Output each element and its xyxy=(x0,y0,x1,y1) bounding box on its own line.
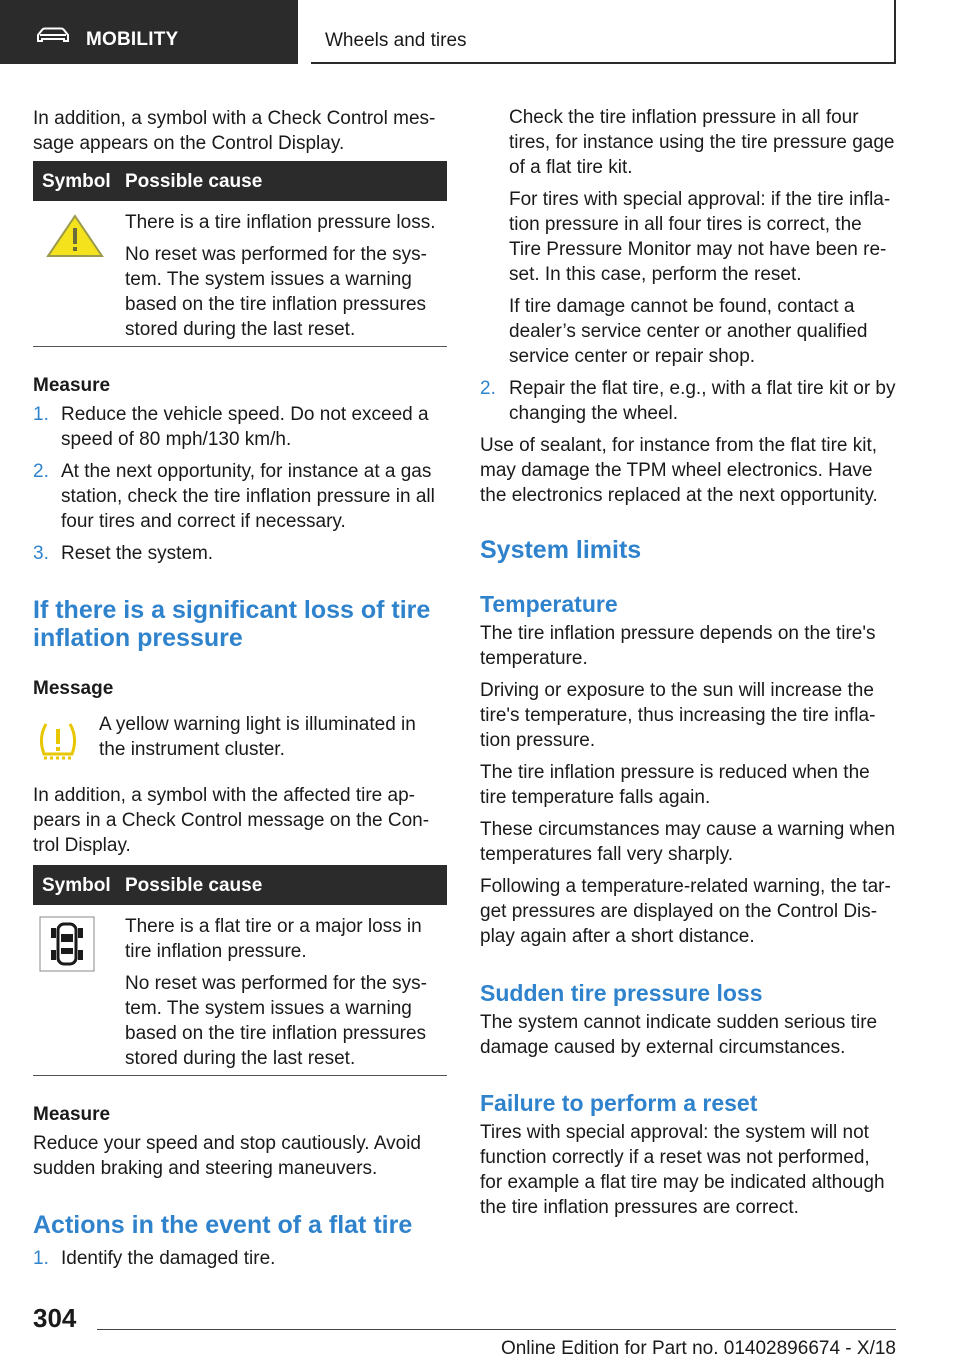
list-item: 2. At the next opportunity, for instance at a gas station, check the tire inflation pressure in all four tires and correct if necessary. xyxy=(33,461,435,532)
step-1-continued: For tires with special approval: if the tire infla-tion pressure in all four tires is correct, the Tire Pressure Monitor may not have been re-set. In this case, perform the reset. xyxy=(509,189,891,285)
subheading-reset-failure: Failure to perform a reset xyxy=(480,1090,758,1116)
subheading-sudden-loss: Sudden tire pressure loss xyxy=(480,980,763,1006)
cause-text: There is a tire inflation pressure loss. xyxy=(125,212,436,233)
flat-tire-steps xyxy=(33,1246,447,1278)
measure-label: Measure xyxy=(33,375,111,396)
message-text: A yellow warning light is illuminated in the instrument cluster. xyxy=(99,714,416,760)
section-label: MOBILITY xyxy=(86,29,179,50)
message-label: Message xyxy=(33,678,114,699)
col-possible-cause: Possible cause xyxy=(125,865,447,905)
table-divider xyxy=(33,346,447,347)
section-tab xyxy=(0,0,298,64)
section-heading-system-limits: System limits xyxy=(480,536,642,564)
step-1-continued: Check the tire inflation pressure in all four tires, for instance using the tire pressure gage of a flat tire kit. xyxy=(509,107,895,178)
car-icon xyxy=(36,27,70,43)
list-item: 2. Repair the flat tire, e.g., with a flat tire kit or by changing the wheel. xyxy=(480,378,896,424)
cause-text: No reset was performed for the sys-tem. The system issues a warning based on the tire inflation pressures stored during the last reset. xyxy=(125,244,427,340)
cause-text: No reset was performed for the sys-tem. The system issues a warning based on the tire inflation pressures stored during the last reset. xyxy=(125,973,427,1069)
measure-label: Measure xyxy=(33,1104,111,1125)
vehicle-tires-icon xyxy=(39,916,95,972)
page-header xyxy=(311,0,896,64)
cause-text: There is a flat tire or a major loss in tire inflation pressure. xyxy=(125,916,422,962)
symbol-table-1 xyxy=(33,161,447,357)
list-item: 1. Identify the damaged tire. xyxy=(33,1248,276,1269)
col-symbol: Symbol xyxy=(33,161,125,201)
tire-pressure-warning-icon xyxy=(37,720,79,764)
list-item: 3. Reset the system. xyxy=(33,543,214,564)
page-title: Wheels and tires xyxy=(325,30,467,51)
intro-paragraph: In addition, a symbol with a Check Control mes-sage appears on the Control Display. xyxy=(33,108,436,154)
list-item: 1. Reduce the vehicle speed. Do not exceed a speed of 80 mph/130 km/h. xyxy=(33,404,429,450)
addition-paragraph: In addition, a symbol with the affected tire ap-pears in a Check Control message on the Con-trol Display. xyxy=(33,785,430,856)
section-heading-flat-tire: Actions in the event of a flat tire xyxy=(33,1211,413,1239)
temperature-block: Temperature The tire inflation pressure depends on the tire's temperature. Driving or exposure to the sun will increase the tire's temperature, thus increasing the tire infla-tion pressure. The tire inflation pressure is reduced when the tire temperature falls again. These circumstances may cause a warning when temperatures fall very sharply. Following a temperature-related warning, the tar-get pressures are displayed on the Control Dis-play again after a short distance. xyxy=(480,591,896,947)
col-symbol: Symbol xyxy=(33,865,125,905)
symbol-table-2 xyxy=(33,865,447,1086)
footer-divider xyxy=(97,1329,896,1330)
warning-triangle-icon xyxy=(45,213,105,259)
page-number: 304 xyxy=(33,1303,77,1333)
measure-block-2 xyxy=(33,1102,447,1188)
step-1-continued: If tire damage cannot be found, contact a dealer’s service center or another qualified service center or repair shop. xyxy=(509,296,868,367)
sudden-loss-block: Sudden tire pressure loss The system cannot indicate sudden serious tire damage caused by external circumstances. xyxy=(480,979,896,1067)
measure-block-1 xyxy=(33,373,447,573)
edition-info: Online Edition for Part no. 01402896674 - X/18 xyxy=(500,1338,896,1359)
measure-text: Reduce your speed and stop cautiously. Avoid sudden braking and steering maneuvers. xyxy=(33,1133,421,1179)
subheading-temperature: Temperature xyxy=(480,591,618,617)
section-heading-significant-loss: If there is a significant loss of tire inflation pressure xyxy=(33,596,431,652)
reset-failure-block: Failure to perform a reset Tires with special approval: the system will not function correctly if a reset was not performed, for example a flat tire may be indicated although the tire inflation pressures are correct. xyxy=(480,1089,896,1227)
table-divider xyxy=(33,1075,447,1076)
right-column xyxy=(480,105,896,515)
sealant-paragraph: Use of sealant, for instance from the flat tire kit, may damage the TPM wheel electronics. Have the electronics replaced at the next opportunity. xyxy=(480,435,878,506)
col-possible-cause: Possible cause xyxy=(125,161,447,201)
